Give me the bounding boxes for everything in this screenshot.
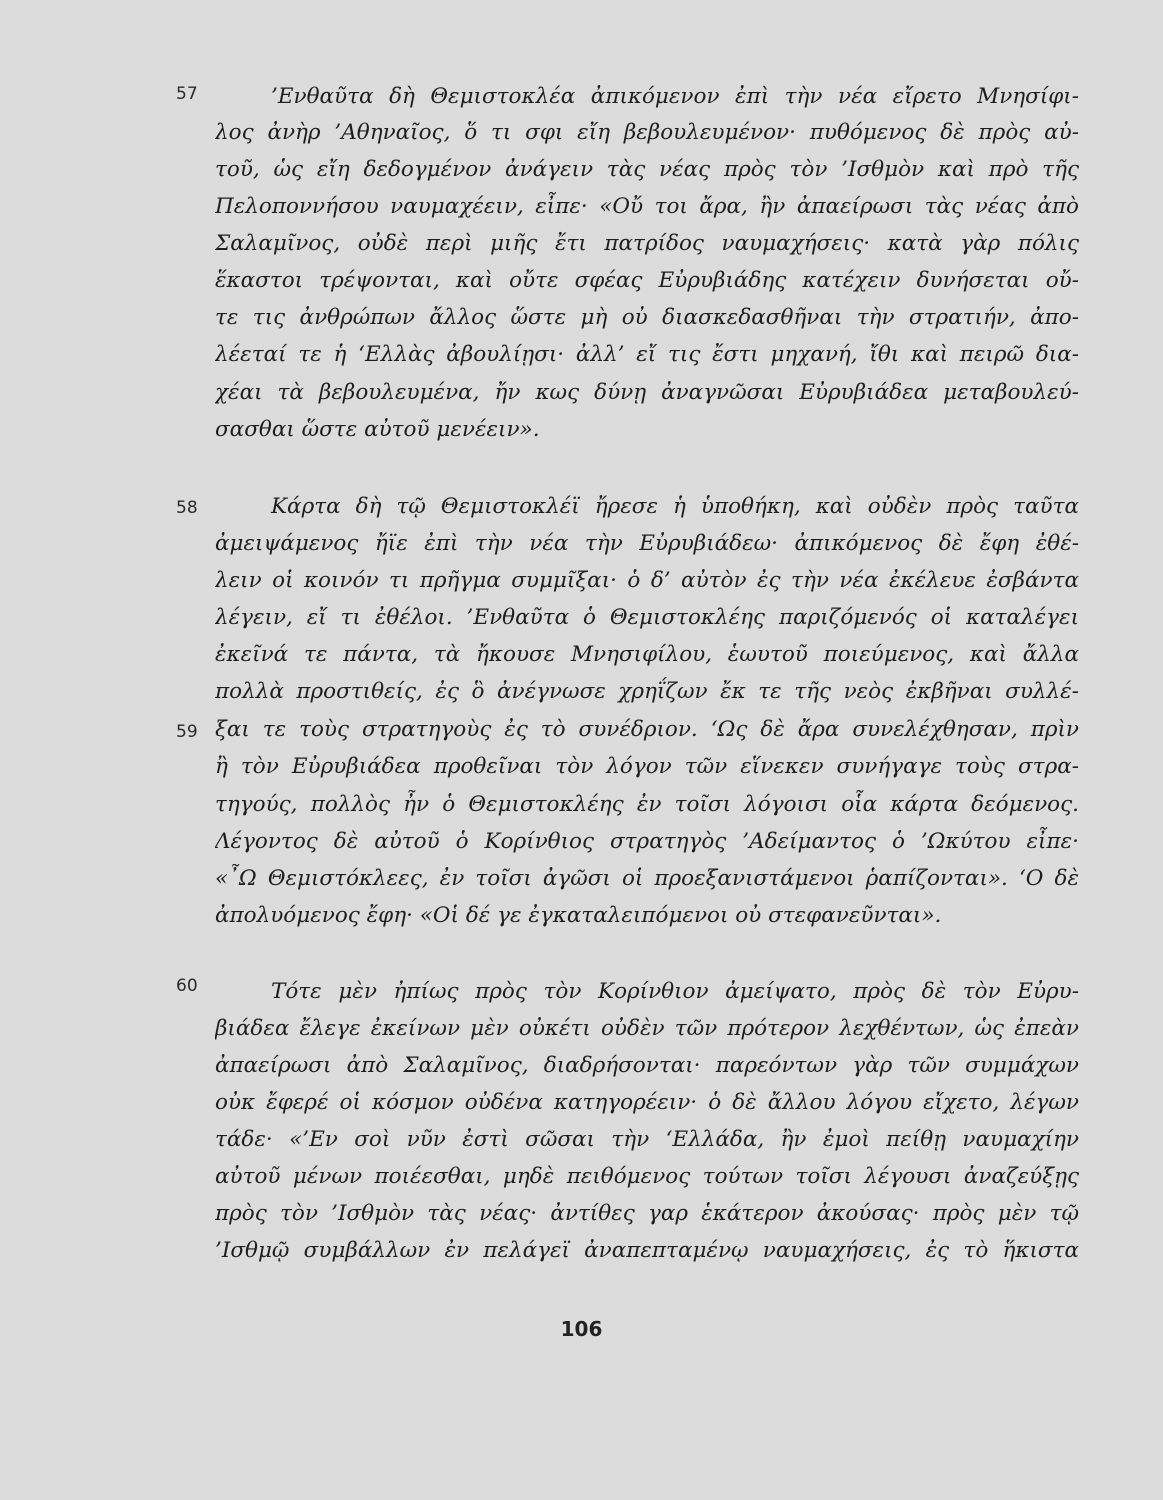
text-line: λος ἀνὴρ ’Αθηναῖος, ὅ τι σφι εἴη βεβουλευμένον· πυθόμενος δὲ πρὸς αὐ- [215,120,1079,145]
text-line: βιάδεα ἔλεγε ἐκείνων μὲν οὐκέτι οὐδὲν τῶν πρότερον λεχθέντων, ὡς ἐπεὰν [215,1016,1079,1041]
text-line: χέαι τὰ βεβουλευμένα, ἤν κως δύνῃ ἀναγνῶσαι Εὐρυβιάδεα μεταβουλεύ- [215,380,1079,405]
text-line: ἕκαστοι τρέψονται, καὶ οὔτε σφέας Εὐρυβιάδης κατέχειν δυνήσεται οὔ- [215,268,1079,293]
text-line: ξαι τε τοὺς στρατηγοὺς ἐς τὸ συνέδριον. ‘Ως δὲ ἄρα συνελέχθησαν, πρὶν [215,717,1079,742]
section-number: 58 [176,498,198,518]
text-line: ἢ τὸν Εὐρυβιάδεα προθεῖναι τὸν λόγον τῶν εἵνεκεν συνήγαγε τοὺς στρα- [215,754,1079,779]
text-line: πολλὰ προστιθείς, ἐς ὃ ἀνέγνωσε χρηΐζων ἔκ τε τῆς νεὸς ἐκβῆναι συλλέ- [215,679,1079,704]
section-number: 60 [176,976,198,996]
text-line: πρὸς τὸν ’Ισθμὸν τὰς νέας· ἀντίθες γαρ ἑκάτερον ἀκούσας· πρὸς μὲν τῷ [215,1201,1079,1226]
text-line: «῏Ω Θεμιστόκλεες, ἐν τοῖσι ἀγῶσι οἱ προεξανιστάμενοι ῥαπίζονται». ‘Ο δὲ [215,866,1079,891]
text-line: λειν οἱ κοινόν τι πρῆγμα συμμῖξαι· ὁ δ’ αὐτὸν ἐς τὴν νέα ἐκέλευε ἐσβάντα [215,568,1079,593]
section-number: 57 [176,84,198,104]
text-line: ἐκεῖνά τε πάντα, τὰ ἤκουσε Μνησιφίλου, ἑωυτοῦ ποιεύμενος, καὶ ἄλλα [215,642,1079,667]
text-line: σασθαι ὥστε αὐτοῦ μενέειν». [215,417,540,442]
text-line: τοῦ, ὡς εἴη δεδογμένον ἀνάγειν τὰς νέας πρὸς τὸν ’Ισθμὸν καὶ πρὸ τῆς [215,157,1079,182]
text-line: ἀπολυόμενος ἔφη· «Οἱ δέ γε ἐγκαταλειπόμενοι οὐ στεφανεῦνται». [215,903,942,928]
text-line: αὐτοῦ μένων ποιέεσθαι, μηδὲ πειθόμενος τούτων τοῖσι λέγουσι ἀναζεύξῃς [215,1164,1079,1189]
text-line: ’Ενθαῦτα δὴ Θεμιστοκλέα ἀπικόμενον ἐπὶ τὴν νέα εἴρετο Μνησίφι- [271,84,1079,109]
text-line: οὐκ ἔφερέ οἱ κόσμον οὐδένα κατηγορέειν· ὁ δὲ ἄλλου λόγου εἴχετο, λέγων [215,1090,1079,1115]
section-number: 59 [176,722,198,742]
text-line: λέεταί τε ἡ ‘Ελλὰς ἀβουλίῃσι· ἀλλ’ εἴ τις ἔστι μηχανή, ἴθι καὶ πειρῶ δια- [215,342,1079,367]
page-number: 106 [560,1317,603,1341]
text-line: Τότε μὲν ἠπίως πρὸς τὸν Κορίνθιον ἀμείψατο, πρὸς δὲ τὸν Εὐρυ- [271,979,1079,1004]
text-line: τε τις ἀνθρώπων ἄλλος ὥστε μὴ οὐ διασκεδασθῆναι τὴν στρατιήν, ἀπο- [215,305,1079,330]
text-line: ἀμειψάμενος ἤϊε ἐπὶ τὴν νέα τὴν Εὐρυβιάδεω· ἀπικόμενος δὲ ἔφη ἐθέ- [215,531,1079,556]
text-line: τηγούς, πολλὸς ἦν ὁ Θεμιστοκλέης ἐν τοῖσι λόγοισι οἷα κάρτα δεόμενος. [215,792,1079,817]
text-line: Πελοποννήσου ναυμαχέειν, εἶπε· «Οὔ τοι ἄρα, ἢν ἀπαείρωσι τὰς νέας ἀπὸ [215,194,1079,219]
text-line: Κάρτα δὴ τῷ Θεμιστοκλέϊ ἤρεσε ἡ ὑποθήκη, καὶ οὐδὲν πρὸς ταῦτα [271,494,1079,519]
text-line: ’Ισθμῷ συμβάλλων ἐν πελάγεϊ ἀναπεπταμένῳ ναυμαχήσεις, ἐς τὸ ἥκιστα [215,1238,1079,1263]
text-line: τάδε· «’Εν σοὶ νῦν ἐστὶ σῶσαι τὴν ‘Ελλάδα, ἢν ἐμοὶ πείθῃ ναυμαχίην [215,1127,1079,1152]
text-line: Λέγοντος δὲ αὐτοῦ ὁ Κορίνθιος στρατηγὸς ’Αδείμαντος ὁ ’Ωκύτου εἶπε· [215,829,1079,854]
text-line: Σαλαμῖνος, οὐδὲ περὶ μιῆς ἔτι πατρίδος ναυμαχήσεις· κατὰ γὰρ πόλις [215,231,1079,256]
text-line: ἀπαείρωσι ἀπὸ Σαλαμῖνος, διαδρήσονται· παρεόντων γὰρ τῶν συμμάχων [215,1053,1079,1078]
text-line: λέγειν, εἴ τι ἐθέλοι. ’Ενθαῦτα ὁ Θεμιστοκλέης παριζόμενός οἱ καταλέγει [215,605,1079,630]
